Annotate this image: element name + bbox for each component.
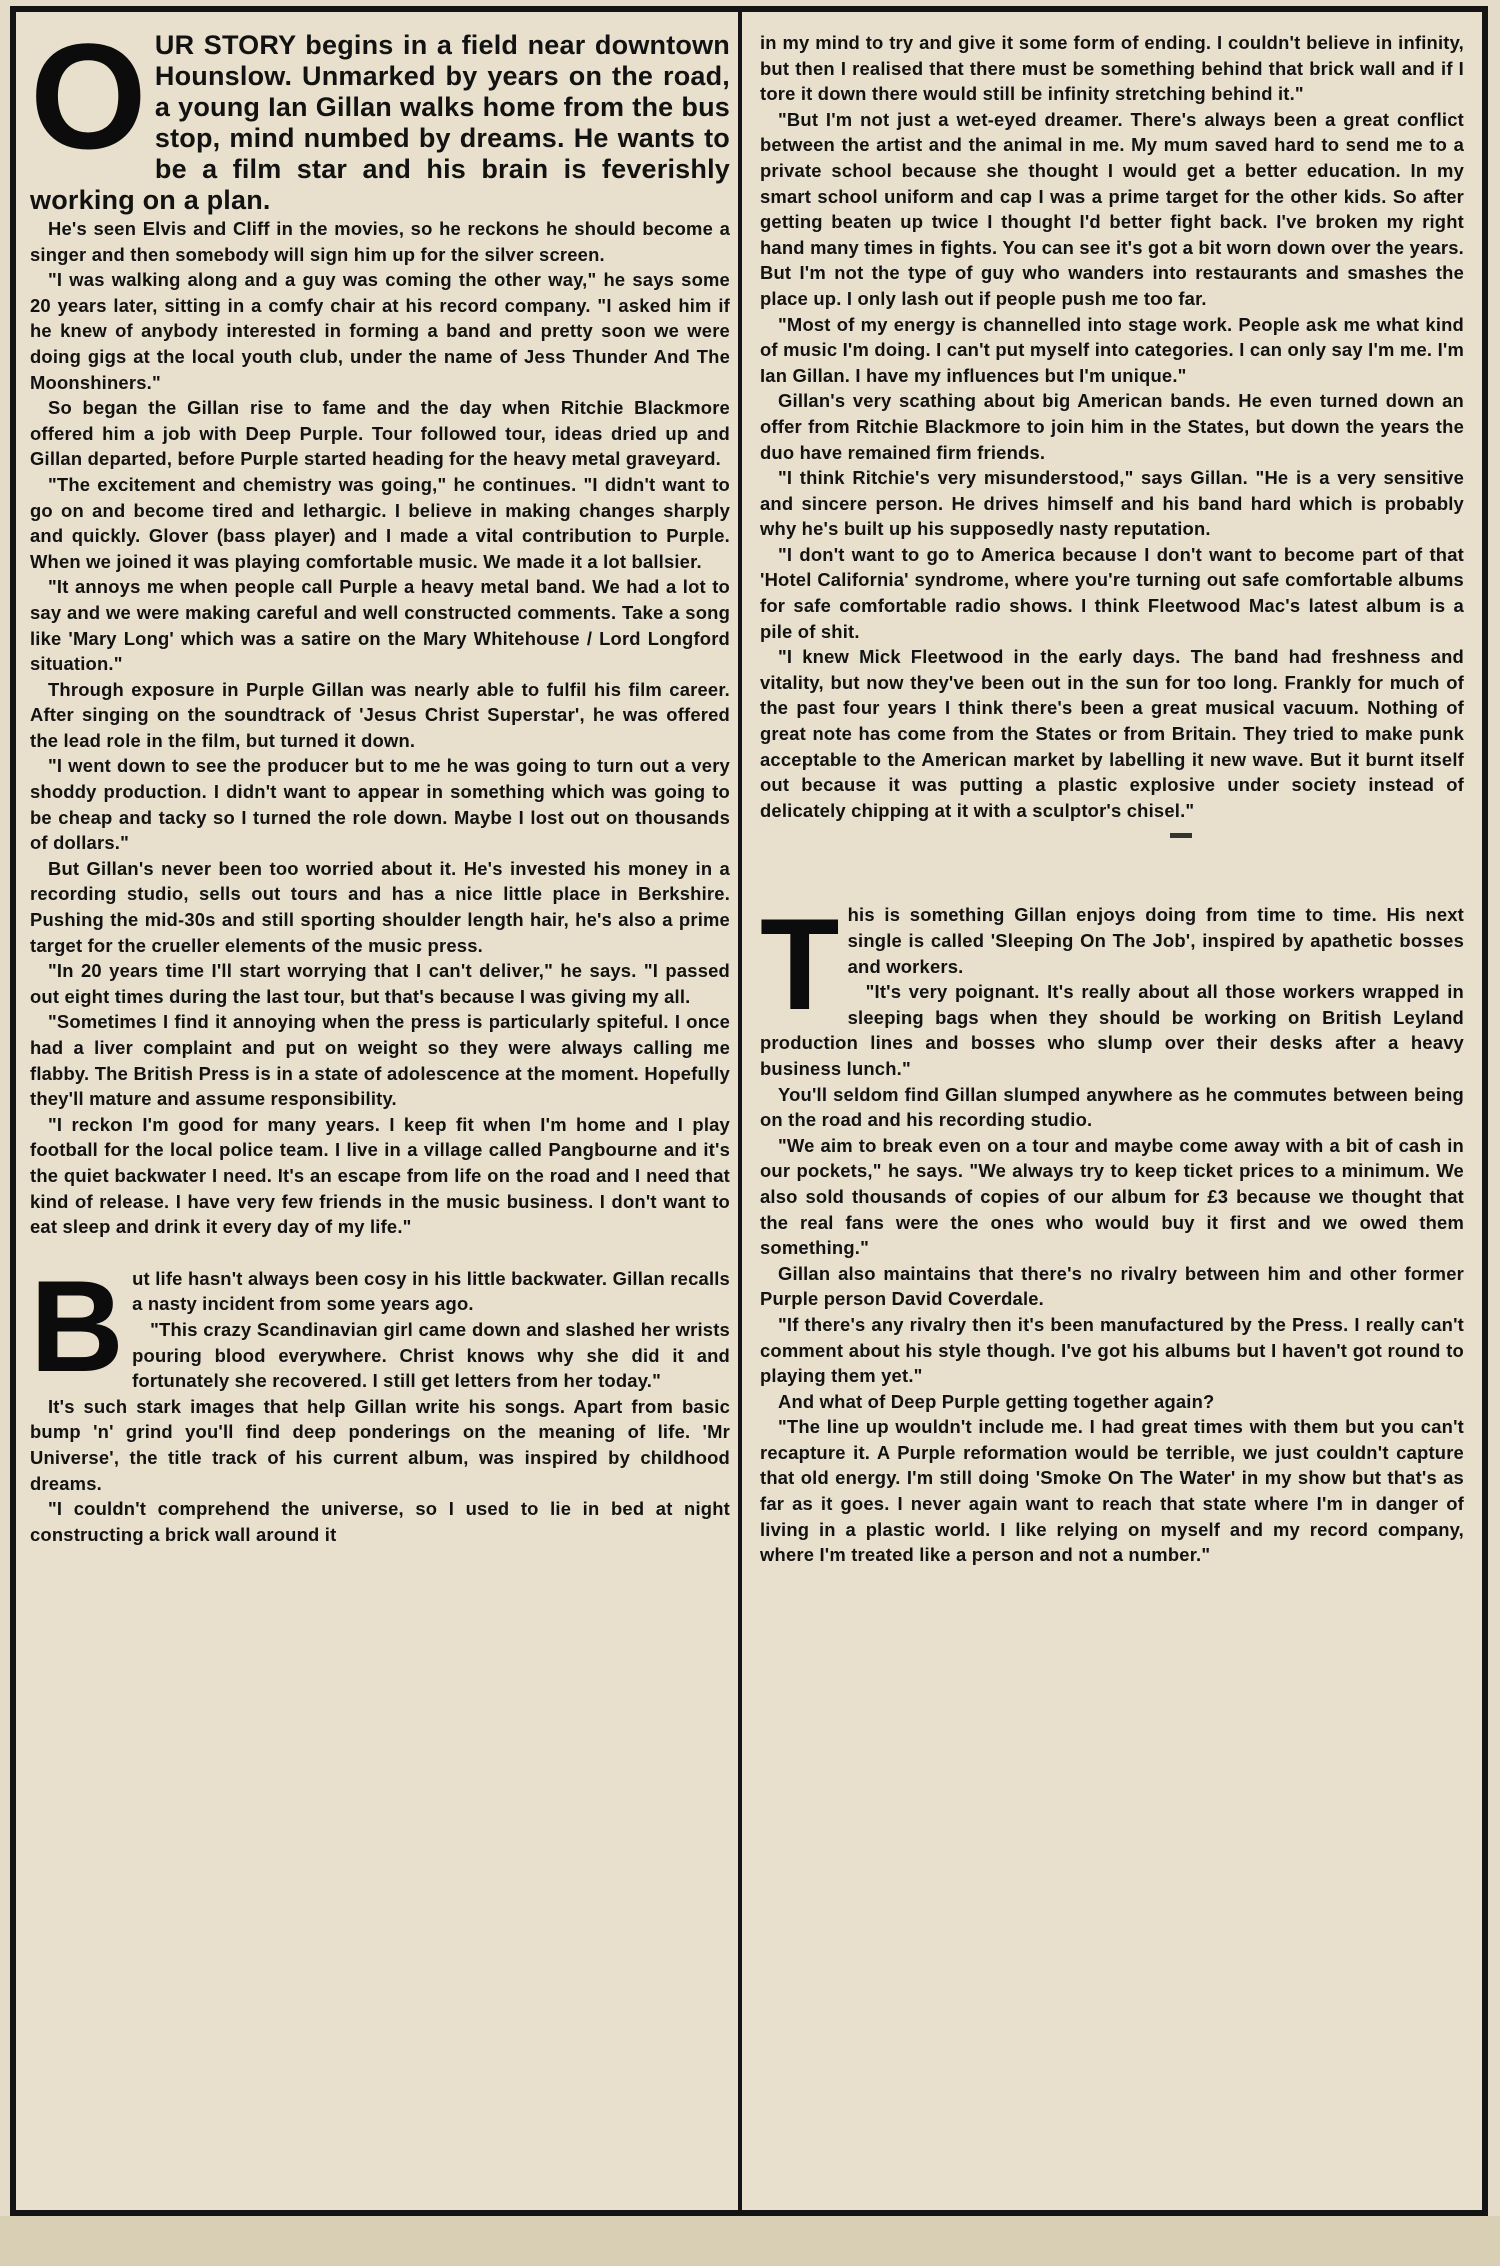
dropcap-o: O: [30, 12, 147, 180]
section-t-first: his is something Gillan enjoys doing from time to time. His next single is called 'Sleeping On The Job', inspired by apathetic bosses and workers.: [847, 904, 1464, 977]
section-b-first: ut life hasn't always been cosy in his little backwater. Gillan recalls a nasty incident from some years ago.: [132, 1267, 730, 1315]
paragraph: "But I'm not just a wet-eyed dreamer. There's always been a great conflict between the artist and the animal in me. My mum saved hard to send me to a private school because she thought I would get a better education. In my smart school uniform and cap I was a prime target for the other kids. So after getting beaten up twice I thought I'd better fight back. I've broken my right hand many times in fights. You can see it's got a bit worn down over the years. But I'm not the type of guy who wanders into restaurants and smashes the place up. I only lash out if people push me too far.: [760, 108, 1464, 309]
paragraph: "It's very poignant. It's really about all those workers wrapped in sleeping bags when they should be working on British Leyland production lines and bosses who slump over their desks after a heavy business lunch.": [760, 981, 1464, 1079]
paragraph: He's seen Elvis and Cliff in the movies, so he reckons he should become a singer and then somebody will sign him up for the silver screen.: [30, 218, 730, 265]
paragraph: Gillan also maintains that there's no rivalry between him and other former Purple person David Coverdale.: [760, 1262, 1464, 1310]
paragraph: And what of Deep Purple getting together again?: [778, 1390, 1215, 1412]
article-frame: [10, 6, 1488, 2216]
paragraph: Through exposure in Purple Gillan was nearly able to fulfil his film career. After singing on the soundtrack of 'Jesus Christ Superstar', he was offered the lead role in the film, but turned it down.: [30, 678, 730, 751]
dropcap-b: B: [30, 1252, 125, 1399]
section-b: [30, 1252, 730, 1548]
paragraph: "Most of my energy is channelled into stage work. People ask me what kind of music I'm doing. I can't put myself into categories. I can only say I'm me. I'm Ian Gillan. I have my influences but I'm unique.": [760, 313, 1464, 386]
paragraph: "In 20 years time I'll start worrying that I can't deliver," he says. "I passed out eight times during the last tour, but that's because I was giving my all.: [30, 960, 730, 1007]
paragraph: "We aim to break even on a tour and maybe come away with a bit of cash in our pockets," he says. "We always try to keep ticket prices to a minimum. We also sold thousands of copies of our album for £3 because we thought that the real fans were the ones who would buy it first and we owed them something.": [760, 1134, 1464, 1259]
page-margin-strip: [0, 2216, 1500, 2266]
paragraph: It's such stark images that help Gillan write his songs. Apart from basic bump 'n' grind you'll find deep ponderings on the meaning of life. 'Mr Universe', the title track of his current album, was inspired by childhood dreams.: [30, 1395, 730, 1494]
paragraph: "I knew Mick Fleetwood in the early days. The band had freshness and vitality, but now they've been out in the sun for too long. Frankly for much of the past four years I think there's been a great musical vacuum. Nothing of great note has come from the States or from Britain. They tried to make punk acceptable to the American market by labelling it new wave. But it burnt itself out because it was putting a plastic explosive under society instead of delicately chipping at it with a sculptor's chisel.": [760, 646, 1464, 821]
paragraph: "This crazy Scandinavian girl came down and slashed her wrists pouring blood everywhere. Christ knows why she did it and fortunately she recovered. I still get letters from her today.": [132, 1318, 730, 1392]
right-column: [760, 30, 1464, 1568]
article-lead: [30, 12, 730, 216]
paragraph: "I was walking along and a guy was coming the other way," he says some 20 years later, sitting in a comfy chair at his record company. "I asked him if he knew of anybody interested in forming a band and pretty soon we were doing gigs at the local youth club, under the name of Jess Thunder And The Moonshiners.": [30, 269, 730, 393]
section-dash: [1170, 833, 1192, 838]
paragraph: You'll seldom find Gillan slumped anywhere as he commutes between being on the road and his recording studio.: [760, 1083, 1464, 1131]
dropcap-t: T: [760, 891, 840, 1038]
paragraph: So began the Gillan rise to fame and the day when Ritchie Blackmore offered him a job with Deep Purple. Tour followed tour, ideas dried up and Gillan departed, before Purple started heading for the heavy metal graveyard.: [30, 397, 730, 470]
section-t: [760, 891, 1464, 1567]
paragraph: "The line up wouldn't include me. I had great times with them but you can't recapture it. A Purple reformation would be terrible, we just couldn't capture that old energy. I'm still doing 'Smoke On The Water' in my show but that's as far as it goes. I never again want to reach that state where I'm in danger of living in a plastic world. I like relying on myself and my record company, where I'm treated like a person and not a number.": [760, 1416, 1464, 1566]
paragraph: But Gillan's never been too worried about it. He's invested his money in a recording studio, sells out tours and has a nice little place in Berkshire. Pushing the mid-30s and still sporting shoulder length hair, he's also a prime target for the crueller elements of the music press.: [30, 857, 730, 956]
paragraph: "Sometimes I find it annoying when the press is particularly spiteful. I once had a liver complaint and put on weight so they were always calling me flabby. The British Press is in a state of adolescence at the moment. Hopefully they'll mature and assume responsibility.: [30, 1011, 730, 1110]
left-column: [30, 12, 730, 1547]
paragraph: "The excitement and chemistry was going," he continues. "I didn't want to go on and become tired and lethargic. I believe in making changes sharply and quickly. Glover (bass player) and I made a vital contribution to Purple. When we joined it was playing comfortable music. We made it a lot ballsier.: [30, 473, 730, 572]
paragraph: "I went down to see the producer but to me he was going to turn out a very shoddy production. I didn't want to appear in something which was going to be cheap and tacky so I turned the role down. Maybe I lost out on thousands of dollars.": [30, 755, 730, 854]
paragraph-continued: in my mind to try and give it some form of ending. I couldn't believe in infinity, but then I realised that there must be something behind that brick wall and if I tore it down there would still be infinity stretching behind it.": [760, 32, 1464, 105]
paragraph: Gillan's very scathing about big American bands. He even turned down an offer from Ritchie Blackmore to join him in the States, but down the years the duo have remained firm friends.: [760, 390, 1464, 463]
paragraph: "It annoys me when people call Purple a heavy metal band. We had a lot to say and we were making careful and well constructed comments. Take a song like 'Mary Long' which was a satire on the Mary Whitehouse / Lord Longford situation.": [30, 576, 730, 675]
column-divider: [738, 12, 742, 2210]
paragraph: "I reckon I'm good for many years. I keep fit when I'm home and I play football for the local police team. I live in a village called Pangbourne and it's the quiet backwater I need. It's an escape from life on the road and I need that kind of release. I have very few friends in the music business. I don't want to eat sleep and drink it every day of my life.": [30, 1113, 730, 1238]
paragraph: "If there's any rivalry then it's been manufactured by the Press. I really can't comment about his style though. I've got his albums but I haven't got round to playing them yet.": [760, 1313, 1464, 1387]
paragraph: "I think Ritchie's very misunderstood," says Gillan. "He is a very sensitive and sincere person. He drives himself and his band hard which is probably why he's built up his supposedly nasty reputation.: [760, 467, 1464, 540]
lead-text: begins in a field near downtown Hounslow. Unmarked by years on the road, a young Ian Gillan walks home from the bus stop, mind numbed by dreams. He wants to be a film star and his brain is feverishly working on a plan.: [30, 30, 730, 215]
paragraph: "I couldn't comprehend the universe, so I used to lie in bed at night constructing a brick wall around it: [30, 1498, 730, 1545]
paragraph: "I don't want to go to America because I don't want to become part of that 'Hotel California' syndrome, where you're turning out safe comfortable albums for safe comfortable radio shows. I think Fleetwood Mac's latest album is a pile of shit.: [760, 543, 1464, 642]
lead-caps: UR STORY: [154, 30, 296, 60]
